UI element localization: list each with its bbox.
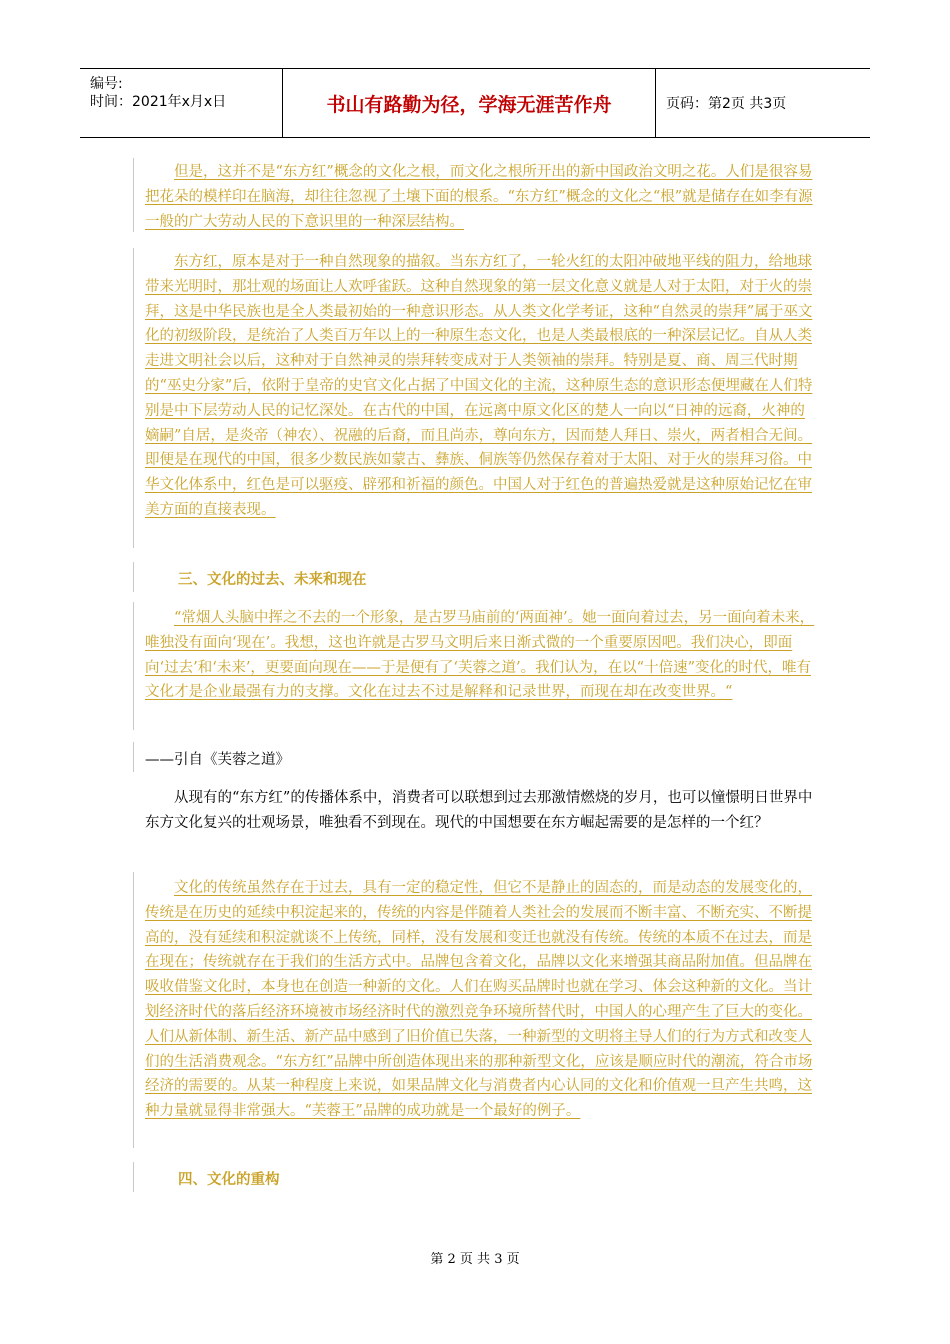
paragraph-4: 从现有的“东方红”的传播体系中，消费者可以联想到过去那激情燃烧的岁月，也可以憧憬明日世界中东方文化复兴的壮观场景，唯独看不到现在。现代的中国想要在东方崛起需要的是怎样的一个红？ — [145, 790, 813, 831]
paragraph-3: “常烟人头脑中挥之不去的一个形象，是古罗马庙前的‘两面神’。她一面向着过去，另一面向着未来，唯独没有面向‘现在’。我想，这也许就是古罗马文明后来日渐式微的一个重要原因吧。我们决心，即面向‘过去’和‘未来’，更要面向现在——于是便有了‘芙蓉之道’。我们认为，在以“十倍速”变化的时代，唯有文化才是企业最强有力的支撑。文化在过去不过是解释和记录世界，而现在却在改变世界。“ — [145, 610, 815, 701]
section-heading-4: 四、文化的重构 — [178, 1171, 280, 1188]
header-left-cell — [80, 69, 283, 137]
paragraph-5: 文化的传统虽然存在于过去，具有一定的稳定性，但它不是静止的固态的，而是动态的发展变化的，传统是在历史的延续中积淀起来的，传统的内容是伴随着人类社会的发展而不断丰富、不断充实、不断提高的，没有延续和积淀就谈不上传统，同样，没有发展和变迁也就没有传统。传统的本质不在过去，而是在现在；传统就存在于我们的生活方式中。品牌包含着文化，品牌以文化来增强其商品附加值。但品牌在吸收借鉴文化时，本身也在创造一种新的文化。人们在购买品牌时也就在学习、体会这种新的文化。当计划经济时代的落后经济环境被市场经济时代的激烈竞争环境所替代时，中国人的心理产生了巨大的变化。人们从新体制、新生活、新产品中感到了旧价值已失落，一种新型的文明将主导人们的行为方式和改变人们的生活消费观念。“东方红”品牌中所创造体现出来的那种新型文化，应该是顺应时代的潮流，符合市场经济的需要的。从某一种程度上来说，如果品牌文化与消费者内心认同的文化和价值观一旦产生共鸣，这种力量就显得非常强大。“芙蓉王”品牌的成功就是一个最好的例子。 — [145, 880, 813, 1120]
motto: 书山有路勤为径，学海无涯苦作舟 — [283, 69, 656, 137]
number-label: 编号: — [90, 76, 123, 92]
document-header — [80, 68, 870, 138]
section-heading-3: 三、文化的过去、未来和现在 — [178, 571, 367, 588]
page-footer: 第 2 页 共 3 页 — [430, 1252, 520, 1267]
quote-source: ——引自《芙蓉之道》 — [145, 752, 290, 768]
paragraph-1: 但是，这并不是“东方红”概念的文化之根，而文化之根所开出的新中国政治文明之花。人们是很容易把花朵的模样印在脑海，却往往忽视了土壤下面的根系。“东方红”概念的文化之“根”就是储存在如李有源一般的广大劳动人民的下意识里的一种深层结构。 — [145, 164, 813, 230]
date-label: 时间：2021年x月x日 — [90, 94, 227, 110]
paragraph-2: 东方红，原本是对于一种自然现象的描叙。当东方红了，一轮火红的太阳冲破地平线的阻力，给地球带来光明时，那壮观的场面让人欢呼雀跃。这种自然现象的第一层文化意义就是人对于太阳，对于火的崇拜，这是中华民族也是全人类最初始的一种意识形态。从人类文化学考证，这种“自然灵的崇拜”属于巫文化的初级阶段，是统治了人类百万年以上的一种原生态文化，也是人类最根底的一种深层记忆。自从人类走进文明社会以后，这种对于自然神灵的崇拜转变成对于人类领袖的崇拜。特别是夏、商、周三代时期的“巫史分家”后，依附于皇帝的史官文化占据了中国文化的主流，这种原生态的意识形态便埋藏在人们特别是中下层劳动人民的记忆深处。在古代的中国，在远离中原文化区的楚人一向以“日神的远裔，火神的嫡嗣”自居，是炎帝（神农）、祝融的后裔，而且尚赤，尊向东方，因而楚人拜日、崇火，两者相合无间。即便是在现代的中国，很多少数民族如蒙古、彝族、侗族等仍然保存着对于太阳、对于火的崇拜习俗。中华文化体系中，红色是可以驱疫、辟邪和祈福的颜色。中国人对于红色的普遍热爱就是这种原始记忆在审美方面的直接表现。 — [145, 254, 813, 518]
page-info — [666, 69, 866, 137]
page-info-text: 页码：第2页 共3页 — [666, 96, 787, 112]
